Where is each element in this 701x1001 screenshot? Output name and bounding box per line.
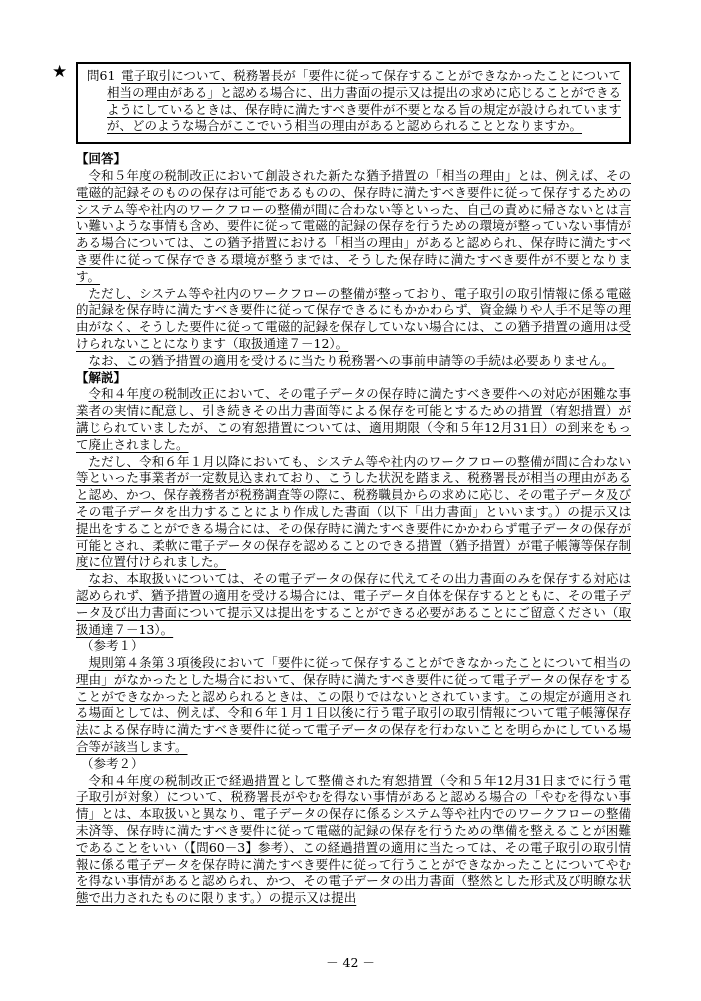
reference2-text: 令和４年度の税制改正で経過措置として整備された宥恕措置（令和５年12月31日までに行う電子取引が対象）について、税務署長がやむを得ない事情があると認める場合の「やむを得ない事情」とは、本取扱いと異なり、電子データの保存に係るシステム等や社内でのワークフローの整備未済等、保存時に満たすべき要件に従って電磁的記録の保存を行うための準備を整えることが困難であることをいい（【問60－3】参考）、この経過措置の適用に当たっては、その電子取引の取引情報に係る電子データを保存時に満たすべき要件に従って行うことができなかったことについてやむを得ない事情があると認められ、かつ、その電子データの出力書面（整然とした形式及び明瞭な状態で出力されたものに限ります。）の提示又は提出 (76, 772, 631, 906)
reference2-label: （参考２） (81, 755, 144, 771)
answer-paragraph-2-text: ただし、システム等や社内のワークフローの整備が整っており、電子取引の取引情報に係る電磁的記録を保存時に満たすべき要件に従って保存できるにもかかわらず、資金繰りや人手不足等の理由がなく、そうした要件に従って電磁的記録を保存していない場合には、この猶予措置の適用は受けられないことになります（取扱通達７－12）。 (76, 285, 631, 351)
explanation-paragraph-3-text: なお、本取扱いについては、その電子データの保存に代えてその出力書面のみを保存する対応は認められず、猶予措置の適用を受ける場合には、電子データ自体を保存するとともに、その電子データ及び出力書面について提示又は提出をすることができる必要があることにご留意ください（取扱通達７－13）。 (76, 571, 631, 637)
reference1-paragraph (76, 655, 631, 756)
page-number: － 42 － (326, 955, 375, 971)
explanation-paragraph-2 (76, 454, 631, 572)
reference2-paragraph (76, 773, 631, 907)
reference1-text: 規則第４条第３項後段において「要件に従って保存することができなかったことについて相当の理由」がなかったとした場合において、保存時に満たすべき要件に従って電子データの保存をすることができなかったと認められるときは、この限りではないとされています。この規定が適用される場面としては、例えば、令和６年１月１日以後に行う電子取引の取引情報について電子帳簿保存法による保存時に満たすべき要件に従って電子データの保存を行わないことを明らかにしている場合等が該当します。 (76, 655, 631, 755)
explanation-paragraph-1 (76, 386, 631, 453)
question-number: 問61 (87, 68, 116, 83)
question-box (76, 62, 631, 144)
answer-section-header: 【回答】 (76, 151, 127, 167)
question-paragraph (87, 68, 621, 135)
explanation-paragraph-1-text: 令和４年度の税制改正において、その電子データの保存時に満たすべき要件への対応が困難な事業者の実情に配意し、引き続きその出力書面等による保存を可能とするための措置（宥恕措置）が講じられていましたが、この宥恕措置については、適用期限（令和５年12月31日）の到来をもって廃止されました。 (76, 386, 631, 452)
explanation-paragraph-3 (76, 571, 631, 638)
answer-paragraph-3 (76, 353, 631, 370)
star-marker: ★ (52, 62, 68, 82)
question-text: 電子取引について、税務署長が「要件に従って保存することができなかったことについて相当の理由がある」と認める場合に、出力書面の提示又は提出の求めに応じることができるようにしているときは、保存時に満たすべき要件が不要となる旨の規定が設けられていますが、どのような場合がここでいう相当の理由があると認められることとなりますか。 (107, 68, 622, 134)
explanation-section-header: 【解説】 (76, 369, 127, 385)
explanation-paragraph-2-text: ただし、令和６年１月以降においても、システム等や社内のワークフローの整備が間に合わない等といった事業者が一定数見込まれており、こうした状況を踏まえ、税務署長が相当の理由があると認め、かつ、保存義務者が税務調査等の際に、税務職員からの求めに応じ、その電子データ及びその電子データを出力することにより作成した書面（以下「出力書面」といいます。）の提示又は提出をすることができる場合には、その保存時に満たすべき要件にかかわらず電子データの保存が可能とされ、柔軟に電子データの保存を認めることのできる措置（猶予措置）が電子帳簿等保存制度に位置付けられました。 (76, 453, 631, 570)
answer-paragraph-2 (76, 286, 631, 353)
answer-paragraph-3-text: なお、この猶予措置の適用を受けるに当たり税務署への事前申請等の手続は必要ありません。 (88, 352, 615, 368)
answer-paragraph-1-text: 令和５年度の税制改正において創設された新たな猶予措置の「相当の理由」とは、例えば、その電磁的記録そのものの保存は可能であるものの、保存時に満たすべき要件に従って保存するためのシステム等や社内のワークフローの整備が間に合わない等といった、自己の責めに帰さないとは言い難いような事情も含め、要件に従って電磁的記録の保存を行うための環境が整っていない事情がある場合については、この猶予措置における「相当の理由」があると認められ、保存時に満たすべき要件に従って保存できる環境が整うまでは、そうした保存時に満たすべき要件が不要となります。 (76, 167, 631, 284)
reference1-label: （参考１） (81, 638, 144, 654)
answer-paragraph-1 (76, 168, 631, 286)
